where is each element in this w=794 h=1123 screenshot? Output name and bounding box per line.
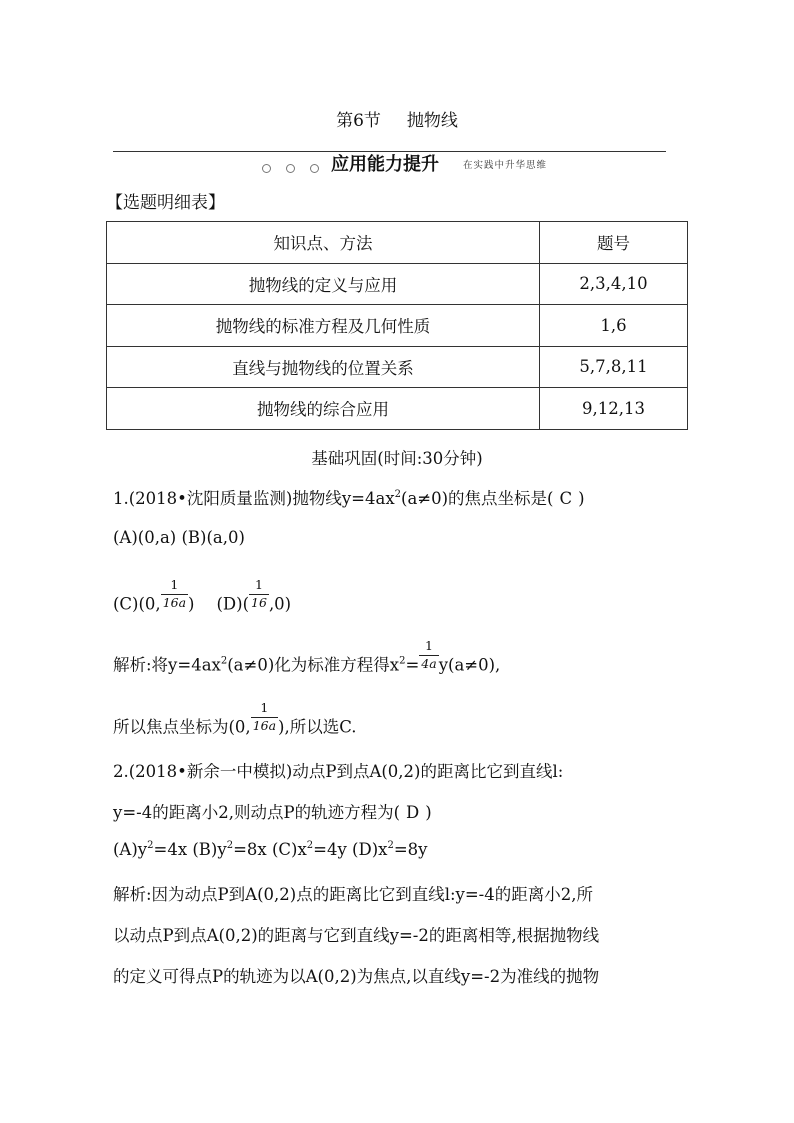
q1-answer: C	[559, 489, 573, 508]
table-row	[107, 263, 688, 305]
q1-solution-fraction: $\frac{1}{4a}$	[421, 638, 437, 671]
q1-option-d: (D)(	[216, 594, 250, 614]
q1-option-c: (C)(0,	[113, 594, 161, 614]
q2-stem-line2: y=-4的距离小2,则动点P的轨迹方程为( D )	[113, 803, 432, 822]
section-caption: 基础巩固(时间:30分钟)	[311, 449, 483, 468]
table-header-row	[107, 222, 688, 264]
q1-solution-line1: 解析:将$y=4ax^2(a\ne 0)$化为标准方程得$x^2=$ $\frac{1}{4a}$ y(a≠0),	[113, 638, 501, 675]
table-label: 【选题明细表】	[106, 193, 225, 213]
q1-stem-text: 1.(2018•沈阳质量监测)抛物线y=4ax	[113, 489, 395, 508]
topic-table	[106, 221, 688, 430]
q1-stem	[113, 485, 585, 509]
table-cell: 5,7,8,11	[540, 346, 688, 388]
banner-subtitle: 在实践中升华思维	[463, 160, 548, 171]
q2-stem-line1: 2.(2018•新余一中模拟)动点P到点A(0,2)的距离比它到直线l:	[113, 762, 564, 781]
banner-title: 应用能力提升	[331, 154, 439, 175]
table-cell: 1,6	[540, 305, 688, 347]
q1-option-c-fraction: $\frac{1}{16a}$	[162, 577, 187, 610]
table-cell: 9,12,13	[540, 388, 688, 430]
q1-option-d-fraction: $\frac{1}{16}$	[251, 577, 267, 610]
header-cell: 知识点、方法	[107, 222, 540, 264]
table-row	[107, 305, 688, 347]
table-cell: 2,3,4,10	[540, 263, 688, 305]
chapter-number: 第6节	[336, 111, 381, 131]
q1-stem-text: )	[578, 489, 585, 508]
q1-stem-text: (a≠0)的焦点坐标是(	[401, 489, 554, 508]
q2-solution-line1: 解析:因为动点P到A(0,2)点的距离比它到直线l:y=-4的距离小2,所	[113, 885, 593, 904]
chapter-topic: 抛物线	[406, 111, 458, 131]
q1-options-ab: (A)(0,a) (B)(a,0)	[113, 528, 245, 547]
q2-answer: D	[406, 803, 420, 822]
q1-solution-line2: 所以焦点坐标为(0, $\frac{1}{16a}$ ),所以选C.	[113, 700, 357, 737]
q1-solution2-fraction: $\frac{1}{16a}$	[252, 700, 277, 733]
q2-options: $(A)y^2=4x$ $(B)y^2=8x$ $(C)x^2=4y$ $(D)x^2=8y$	[113, 840, 428, 859]
table-cell: 直线与抛物线的位置关系	[107, 346, 540, 388]
q2-solution-line3: 的定义可得点P的轨迹为以A(0,2)为焦点,以直线y=-2为准线的抛物	[113, 967, 600, 986]
table-cell: 抛物线的定义与应用	[107, 263, 540, 305]
q1-options-cd: (C)(0, $\frac{1}{16a}$ ) (D)( $\frac{1}{16}$ ,0)	[113, 577, 292, 614]
q1-stem-exponent: 2	[394, 489, 402, 500]
table-cell: 抛物线的标准方程及几何性质	[107, 305, 540, 347]
header-cell: 题号	[540, 222, 688, 264]
banner-dots	[262, 158, 334, 177]
table-cell: 抛物线的综合应用	[107, 388, 540, 430]
page-title	[0, 106, 794, 131]
q2-solution-line2: 以动点P到点A(0,2)的距离与它到直线y=-2的距离相等,根据抛物线	[113, 926, 600, 945]
table-row	[107, 388, 688, 430]
table-row	[107, 346, 688, 388]
